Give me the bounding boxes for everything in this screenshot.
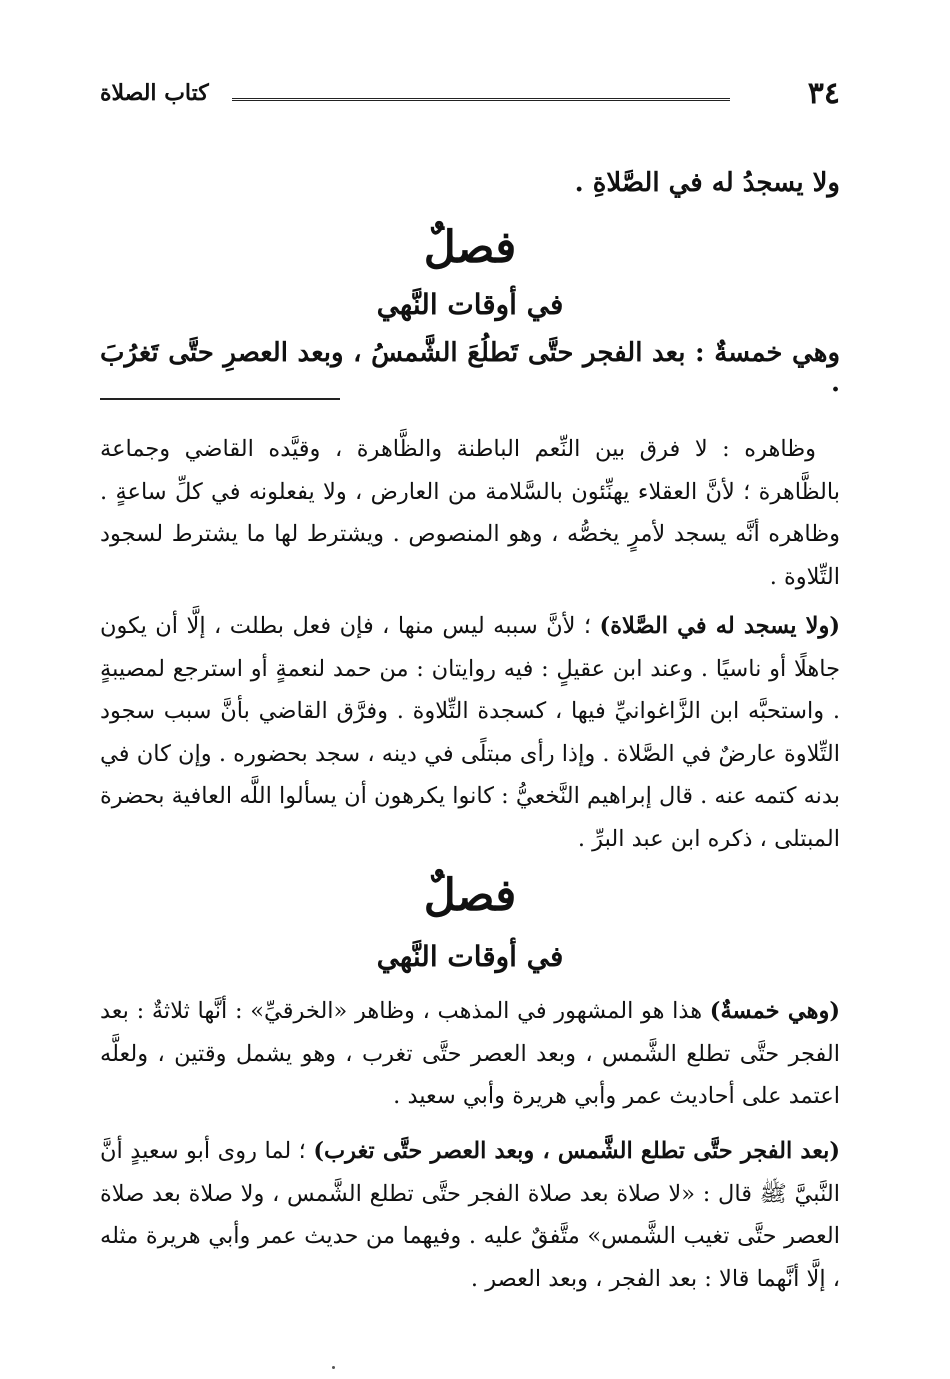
commentary-paragraph	[100, 1130, 840, 1300]
paragraph-text: ؛ لأنَّ سببه ليس منها ، فإن فعل بطلت ، إلَّا أن يكون جاهلًا أو ناسيًا . وعند ابن عقيلٍ : فيه روايتان : من حمد لنعمةٍ أو استرجع لمصيبةٍ . واستحبَّه ابن الزَّاغوانيِّ فيها ، كسجدة التِّلاوة . وفرَّق القاضي بأنَّ سبب سجود التِّلاوة عارضٌ في الصَّلاة . وإذا رأى مبتلًى في دينه ، سجد بحضوره . وإن كان في بدنه كتمه عنه . قال إبراهيم النَّخعيُّ : كانوا يكرهون أن يسألوا اللَّه العافية بحضرة المبتلى ، ذكره ابن عبد البرِّ .	[100, 613, 840, 852]
matn-line-1: ولا يسجدُ له في الصَّلاةِ .	[574, 168, 840, 198]
footnote-separator	[100, 398, 340, 400]
section-subheading: في أوقات النَّهي	[376, 940, 564, 973]
quoted-matn: (وهي خمسةٌ)	[709, 998, 840, 1024]
paragraph-text: ؛ لما روى أبو سعيدٍ أنَّ النَّبيَّ ﷺ قال : «لا صلاة بعد صلاة الفجر حتَّى تطلع الشَّمس ، ولا صلاة بعد صلاة العصر حتَّى تغيب الشَّمس» متَّفقٌ عليه . وفيهما من حديث عمر وأبي هريرة مثله ، إلَّا أنَّهما قالا : بعد الفجر ، وبعد العصر .	[100, 1138, 840, 1292]
paragraph-text: هذا هو المشهور في المذهب ، وظاهر «الخرقيِّ» : أنَّها ثلاثةٌ : بعد الفجر حتَّى تطلع الشَّمس ، وبعد العصر حتَّى تغرب ، وهو يشمل وقتين ، ولعلَّه اعتمد على أحاديث عمر وأبي هريرة وأبي سعيد .	[100, 998, 840, 1109]
commentary-paragraph: وظاهره : لا فرق بين النِّعم الباطنة والظَّاهرة ، وقيَّده القاضي وجماعة بالظَّاهرة ؛ لأنَّ العقلاء يهنِّئون بالسَّلامة من العارض ، ولا يفعلونه في كلِّ ساعةٍ . وظاهره أنَّه يسجد لأمرٍ يخصُّه ، وهو المنصوص . ويشترط لها ما يشترط لسجود التِّلاوة .	[100, 436, 840, 590]
commentary-paragraph	[100, 605, 840, 860]
page-header	[100, 76, 840, 116]
section-heading: فصلٌ	[423, 870, 517, 921]
matn-line-2: وهي خمسةٌ : بعد الفجر حتَّى تَطلُعَ الشَّمسُ ، وبعد العصرِ حتَّى تَغرُبَ .	[100, 338, 840, 398]
print-speck	[332, 1366, 335, 1369]
quoted-matn: (بعد الفجر حتَّى تطلع الشَّمس ، وبعد العصر حتَّى تغرب)	[313, 1138, 840, 1164]
commentary-paragraph	[100, 990, 840, 1118]
section-heading: فصلٌ	[423, 222, 517, 273]
quoted-matn: (ولا يسجد له في الصَّلاة)	[599, 613, 840, 639]
section-subheading: في أوقات النَّهي	[376, 288, 564, 321]
page-number: ٣٤	[807, 76, 840, 111]
running-title: كتاب الصلاة	[100, 80, 209, 106]
header-rule	[232, 98, 730, 104]
